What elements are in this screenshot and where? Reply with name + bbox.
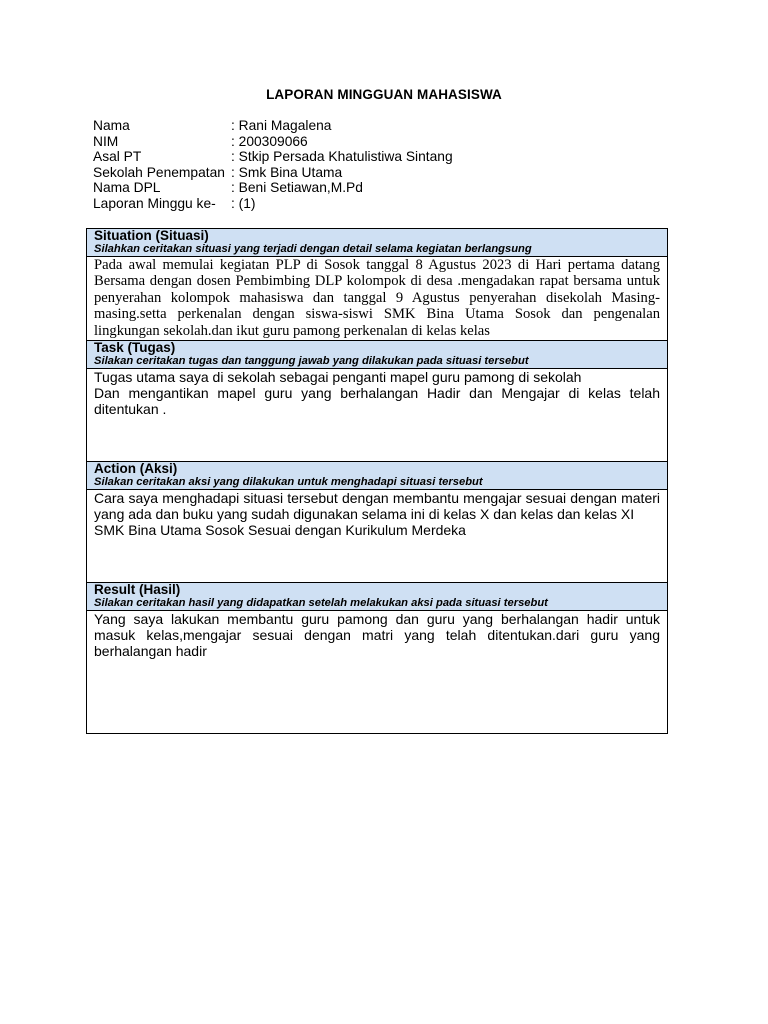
info-row-dpl (93, 180, 453, 196)
info-row-sekolah (93, 165, 453, 181)
info-label: Sekolah Penempatan (93, 164, 225, 180)
section-paragraph: SMK Bina Utama Sosok Sesuai dengan Kurikulum Merdeka (94, 522, 466, 538)
report-table (86, 228, 668, 734)
info-label: NIM (93, 133, 119, 149)
section-body (87, 490, 668, 583)
section-header (87, 583, 668, 611)
info-value: : Smk Bina Utama (231, 164, 343, 180)
section-paragraph: Cara saya menghadapi situasi tersebut dengan membantu mengajar sesuai dengan materi yang ada dan buku yang sudah digunakan selama ini di kelas X dan kelas dan kelas XI (94, 490, 660, 522)
info-label: Nama DPL (93, 180, 161, 195)
info-label: Nama (93, 118, 130, 133)
info-value: : Beni Setiawan,M.Pd (231, 180, 363, 195)
info-row-nim (93, 134, 453, 150)
section-header (87, 229, 668, 257)
section-heading: Result (Hasil) (94, 582, 181, 597)
info-value: : Rani Magalena (231, 118, 332, 133)
info-value: : Stkip Persada Khatulistiwa Sintang (231, 149, 453, 164)
section-instruction: Silakan ceritakan tugas dan tanggung jawab yang dilakukan pada situasi tersebut (94, 355, 529, 367)
section-heading: Task (Tugas) (94, 340, 176, 355)
task-header-row (87, 341, 668, 369)
section-header (87, 341, 668, 369)
action-header-row (87, 462, 668, 490)
section-body (87, 257, 668, 341)
info-value: : 200309066 (231, 133, 308, 149)
result-header-row (87, 583, 668, 611)
section-paragraph: Pada awal memulai kegiatan PLP di Sosok tanggal 8 Agustus 2023 di Hari pertama datang Bersama dengan dosen Pembimbing DLP kolompok di desa .mengadakan rapat bersama untuk penyerahan kolompok mahasiswa dan tanggal 9 Agustus penyerahan disekolah Masing-masing.setta perkenalan dengan siswa-siswi SMK Bina Utama Sosok dan pengenalan lingkungan sekolah.dan ikut guru pamong perkenalan di kelas kelas (94, 257, 660, 339)
info-label: Laporan Minggu ke- (93, 195, 216, 211)
situation-header-row (87, 229, 668, 257)
action-body-row (87, 490, 668, 583)
section-heading: Situation (Situasi) (94, 228, 209, 243)
report-title: LAPORAN MINGGUAN MAHASISWA (266, 87, 502, 102)
info-row-asal-pt (93, 149, 453, 165)
section-paragraph: Yang saya lakukan membantu guru pamong dan guru yang berhalangan hadir untuk masuk kelas,mengajar sesuai dengan matri yang telah ditentukan.dari guru yang berhalangan hadir (94, 611, 660, 659)
situation-body-row (87, 257, 668, 341)
student-info (93, 118, 453, 211)
info-row-minggu (93, 196, 453, 212)
section-paragraph: Tugas utama saya di sekolah sebagai penganti mapel guru pamong di sekolah (94, 369, 582, 385)
section-body (87, 611, 668, 734)
result-body-row (87, 611, 668, 734)
section-instruction: Silakan ceritakan aksi yang dilakukan untuk menghadapi situasi tersebut (94, 476, 483, 488)
section-instruction: Silahkan ceritakan situasi yang terjadi dengan detail selama kegiatan berlangsung (94, 243, 532, 255)
section-header (87, 462, 668, 490)
info-row-nama (93, 118, 453, 134)
info-label: Asal PT (93, 149, 142, 164)
section-instruction: Silakan ceritakan hasil yang didapatkan setelah melakukan aksi pada situasi tersebut (94, 597, 548, 609)
section-body (87, 369, 668, 462)
info-value: : (1) (231, 195, 256, 211)
task-body-row (87, 369, 668, 462)
section-heading: Action (Aksi) (94, 461, 178, 476)
section-paragraph: Dan mengantikan mapel guru yang berhalangan Hadir dan Mengajar di kelas telah ditentukan . (94, 385, 660, 417)
